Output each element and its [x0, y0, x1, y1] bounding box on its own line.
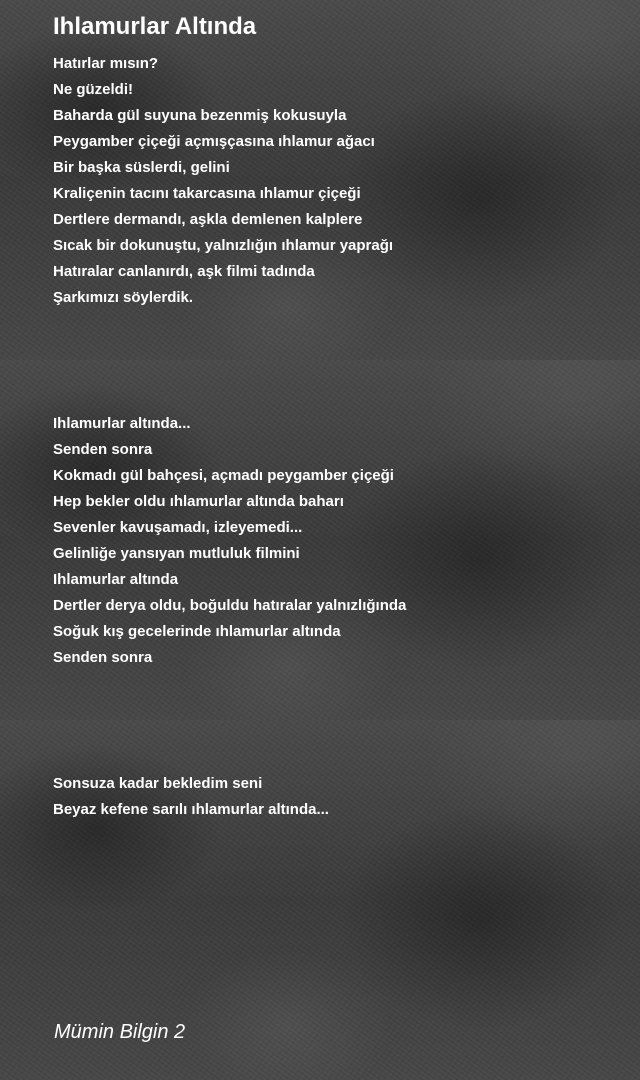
poem-line: Baharda gül suyuna bezenmiş kokusuyla [53, 107, 347, 124]
poem-line: Peygamber çiçeği açmışçasına ıhlamur ağacı [53, 133, 375, 150]
poem-panel-2 [0, 360, 640, 720]
poem-line: Bir başka süslerdi, gelini [53, 159, 230, 176]
poem-line: Soğuk kış gecelerinde ıhlamurlar altında [53, 623, 341, 640]
poem-line: Ihlamurlar altında [53, 571, 179, 588]
stanza-2 [53, 411, 406, 671]
poem-line: Şarkımızı söylerdik. [53, 289, 194, 306]
poem-line: Senden sonra [53, 441, 153, 458]
poem-title: Ihlamurlar Altında [53, 13, 257, 40]
poem-line: Sıcak bir dokunuştu, yalnızlığın ıhlamur yaprağı [53, 237, 394, 254]
poem-line: Senden sonra [53, 649, 153, 666]
poem-line: Sevenler kavuşamadı, izleyemedi... [53, 519, 303, 536]
poem-line: Kraliçenin tacını takarcasına ıhlamur çiçeği [53, 185, 361, 202]
stanza-1 [53, 51, 393, 311]
stanza-3 [53, 771, 329, 823]
poem-line: Gelinliğe yansıyan mutluluk filmini [53, 545, 300, 562]
poem-line: Dertler derya oldu, boğuldu hatıralar yalnızlığında [53, 597, 407, 614]
poem-line: Hatıralar canlanırdı, aşk filmi tadında [53, 263, 315, 280]
poem-author: Mümin Bilgin 2 [54, 1021, 186, 1043]
poem-panel-3 [0, 720, 640, 1080]
poem-line: Hep bekler oldu ıhlamurlar altında baharı [53, 493, 344, 510]
poem-line: Ihlamurlar altında... [53, 415, 191, 432]
poem-line: Sonsuza kadar bekledim seni [53, 775, 263, 792]
poem-line: Hatırlar mısın? [53, 55, 159, 72]
poem-line: Dertlere dermandı, aşkla demlenen kalplere [53, 211, 363, 228]
poem-line: Ne güzeldi! [53, 81, 134, 98]
poem-panel-1 [0, 0, 640, 360]
poem-line: Beyaz kefene sarılı ıhlamurlar altında... [53, 801, 329, 818]
poem-line: Kokmadı gül bahçesi, açmadı peygamber çiçeği [53, 467, 394, 484]
